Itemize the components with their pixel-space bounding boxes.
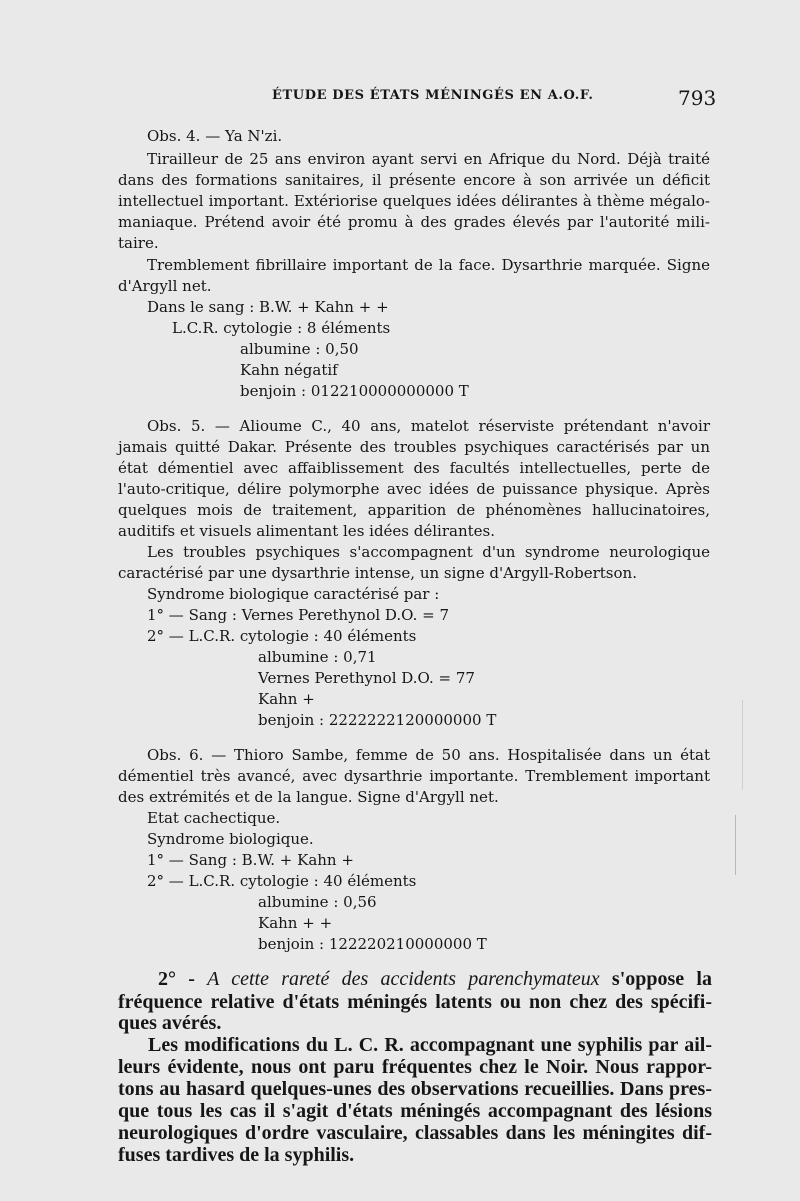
text-line: Tirailleur de 25 ans environ ayant servi en Afrique du Nord. Déjà traité [147, 150, 710, 168]
text-line: 2° — L.C.R. cytologie : 40 éléments [147, 627, 417, 645]
text-line: taire. [118, 234, 159, 252]
text-line: Kahn + + [258, 914, 333, 932]
text-line: auditifs et visuels alimentant les idées délirantes. [118, 522, 495, 540]
text-line: Etat cachectique. [147, 809, 281, 827]
text-line: 2° — L.C.R. cytologie : 40 éléments [147, 872, 417, 890]
paragraph-line: tons au hasard quelques-unes des observations recueillies. Dans pres- [118, 1078, 712, 1100]
text-line: Obs. 6. — Thioro Sambe, femme de 50 ans. Hospitalisée dans un état [147, 746, 710, 764]
text-line: albumine : 0,71 [258, 648, 377, 666]
paragraph-line: Les modifications du L. C. R. accompagnant une syphilis par ail- [148, 1034, 712, 1056]
text-line: Obs. 4. — Ya N'zi. [147, 127, 283, 145]
paragraph-line: ques avérés. [118, 1012, 222, 1034]
text-line: l'auto-critique, délire polymorphe avec idées de puissance physique. Après [118, 480, 710, 498]
text-line: Tremblement fibrillaire important de la face. Dysarthrie marquée. Signe [147, 256, 710, 274]
text-line: Syndrome biologique caractérisé par : [147, 585, 440, 603]
text-line: Syndrome biologique. [147, 830, 314, 848]
text-line: albumine : 0,56 [258, 893, 377, 911]
text-line: Les troubles psychiques s'accompagnent d'un syndrome neurologique [147, 543, 710, 561]
text-line: des extrémités et de la langue. Signe d'Argyll net. [118, 788, 499, 806]
scan-mark [735, 815, 736, 875]
text-line: 1° — Sang : Vernes Perethynol D.O. = 7 [147, 606, 450, 624]
text-line: benjoin : 2222222120000000 T [258, 711, 497, 729]
text-line: benjoin : 012210000000000 T [240, 382, 469, 400]
scan-mark [742, 700, 743, 790]
text-line: intellectuel important. Extériorise quelques idées délirantes à thème mégalo- [118, 192, 710, 210]
text-line: Kahn + [258, 690, 315, 708]
text-line: Vernes Perethynol D.O. = 77 [258, 669, 475, 687]
text-line: albumine : 0,50 [240, 340, 359, 358]
text-line: Kahn négatif [240, 361, 338, 379]
text-line: 1° — Sang : B.W. + Kahn + [147, 851, 354, 869]
paragraph-line: leurs évidente, nous ont paru fréquentes chez le Noir. Nous rappor- [118, 1056, 712, 1078]
text-line: benjoin : 122220210000000 T [258, 935, 487, 953]
text-line: caractérisé par une dysarthrie intense, un signe d'Argyll-Robertson. [118, 564, 637, 582]
text-line: démentiel très avancé, avec dysarthrie importante. Tremblement important [118, 767, 710, 785]
paragraph-line: fréquence relative d'états méningés latents ou non chez des spécifi- [118, 991, 712, 1013]
text-line: Dans le sang : B.W. + Kahn + + [147, 298, 389, 316]
text-line: Obs. 5. — Alioume C., 40 ans, matelot réserviste prétendant n'avoir [147, 417, 710, 435]
running-header [0, 86, 800, 116]
text-line: état démentiel avec affaiblissement des facultés intellectuelles, perte de [118, 459, 710, 477]
paragraph-line: neurologiques d'ordre vasculaire, classables dans les méningites dif- [118, 1122, 712, 1144]
paragraph-line: fuses tardives de la syphilis. [118, 1144, 355, 1166]
text-line: quelques mois de traitement, apparition de phénomènes hallucinatoires, [118, 501, 710, 519]
text-line: dans des formations sanitaires, il présente encore à son arrivée un déficit [118, 171, 710, 189]
text-line: maniaque. Prétend avoir été promu à des grades élevés par l'autorité mili- [118, 213, 710, 231]
text-line: jamais quitté Dakar. Présente des troubles psychiques caractérisés par un [118, 438, 710, 456]
text-line: L.C.R. cytologie : 8 éléments [172, 319, 391, 337]
page-number: 793 [678, 86, 717, 110]
text-line: d'Argyll net. [118, 277, 212, 295]
paragraph-line: que tous les cas il s'agit d'états méningés accompagnant des lésions [118, 1100, 712, 1122]
running-title: ÉTUDE DES ÉTATS MÉNINGÉS EN A.O.F. [272, 88, 594, 103]
paragraph-line: 2° - A cette rareté des accidents parenchymateux s'oppose la [158, 968, 712, 990]
